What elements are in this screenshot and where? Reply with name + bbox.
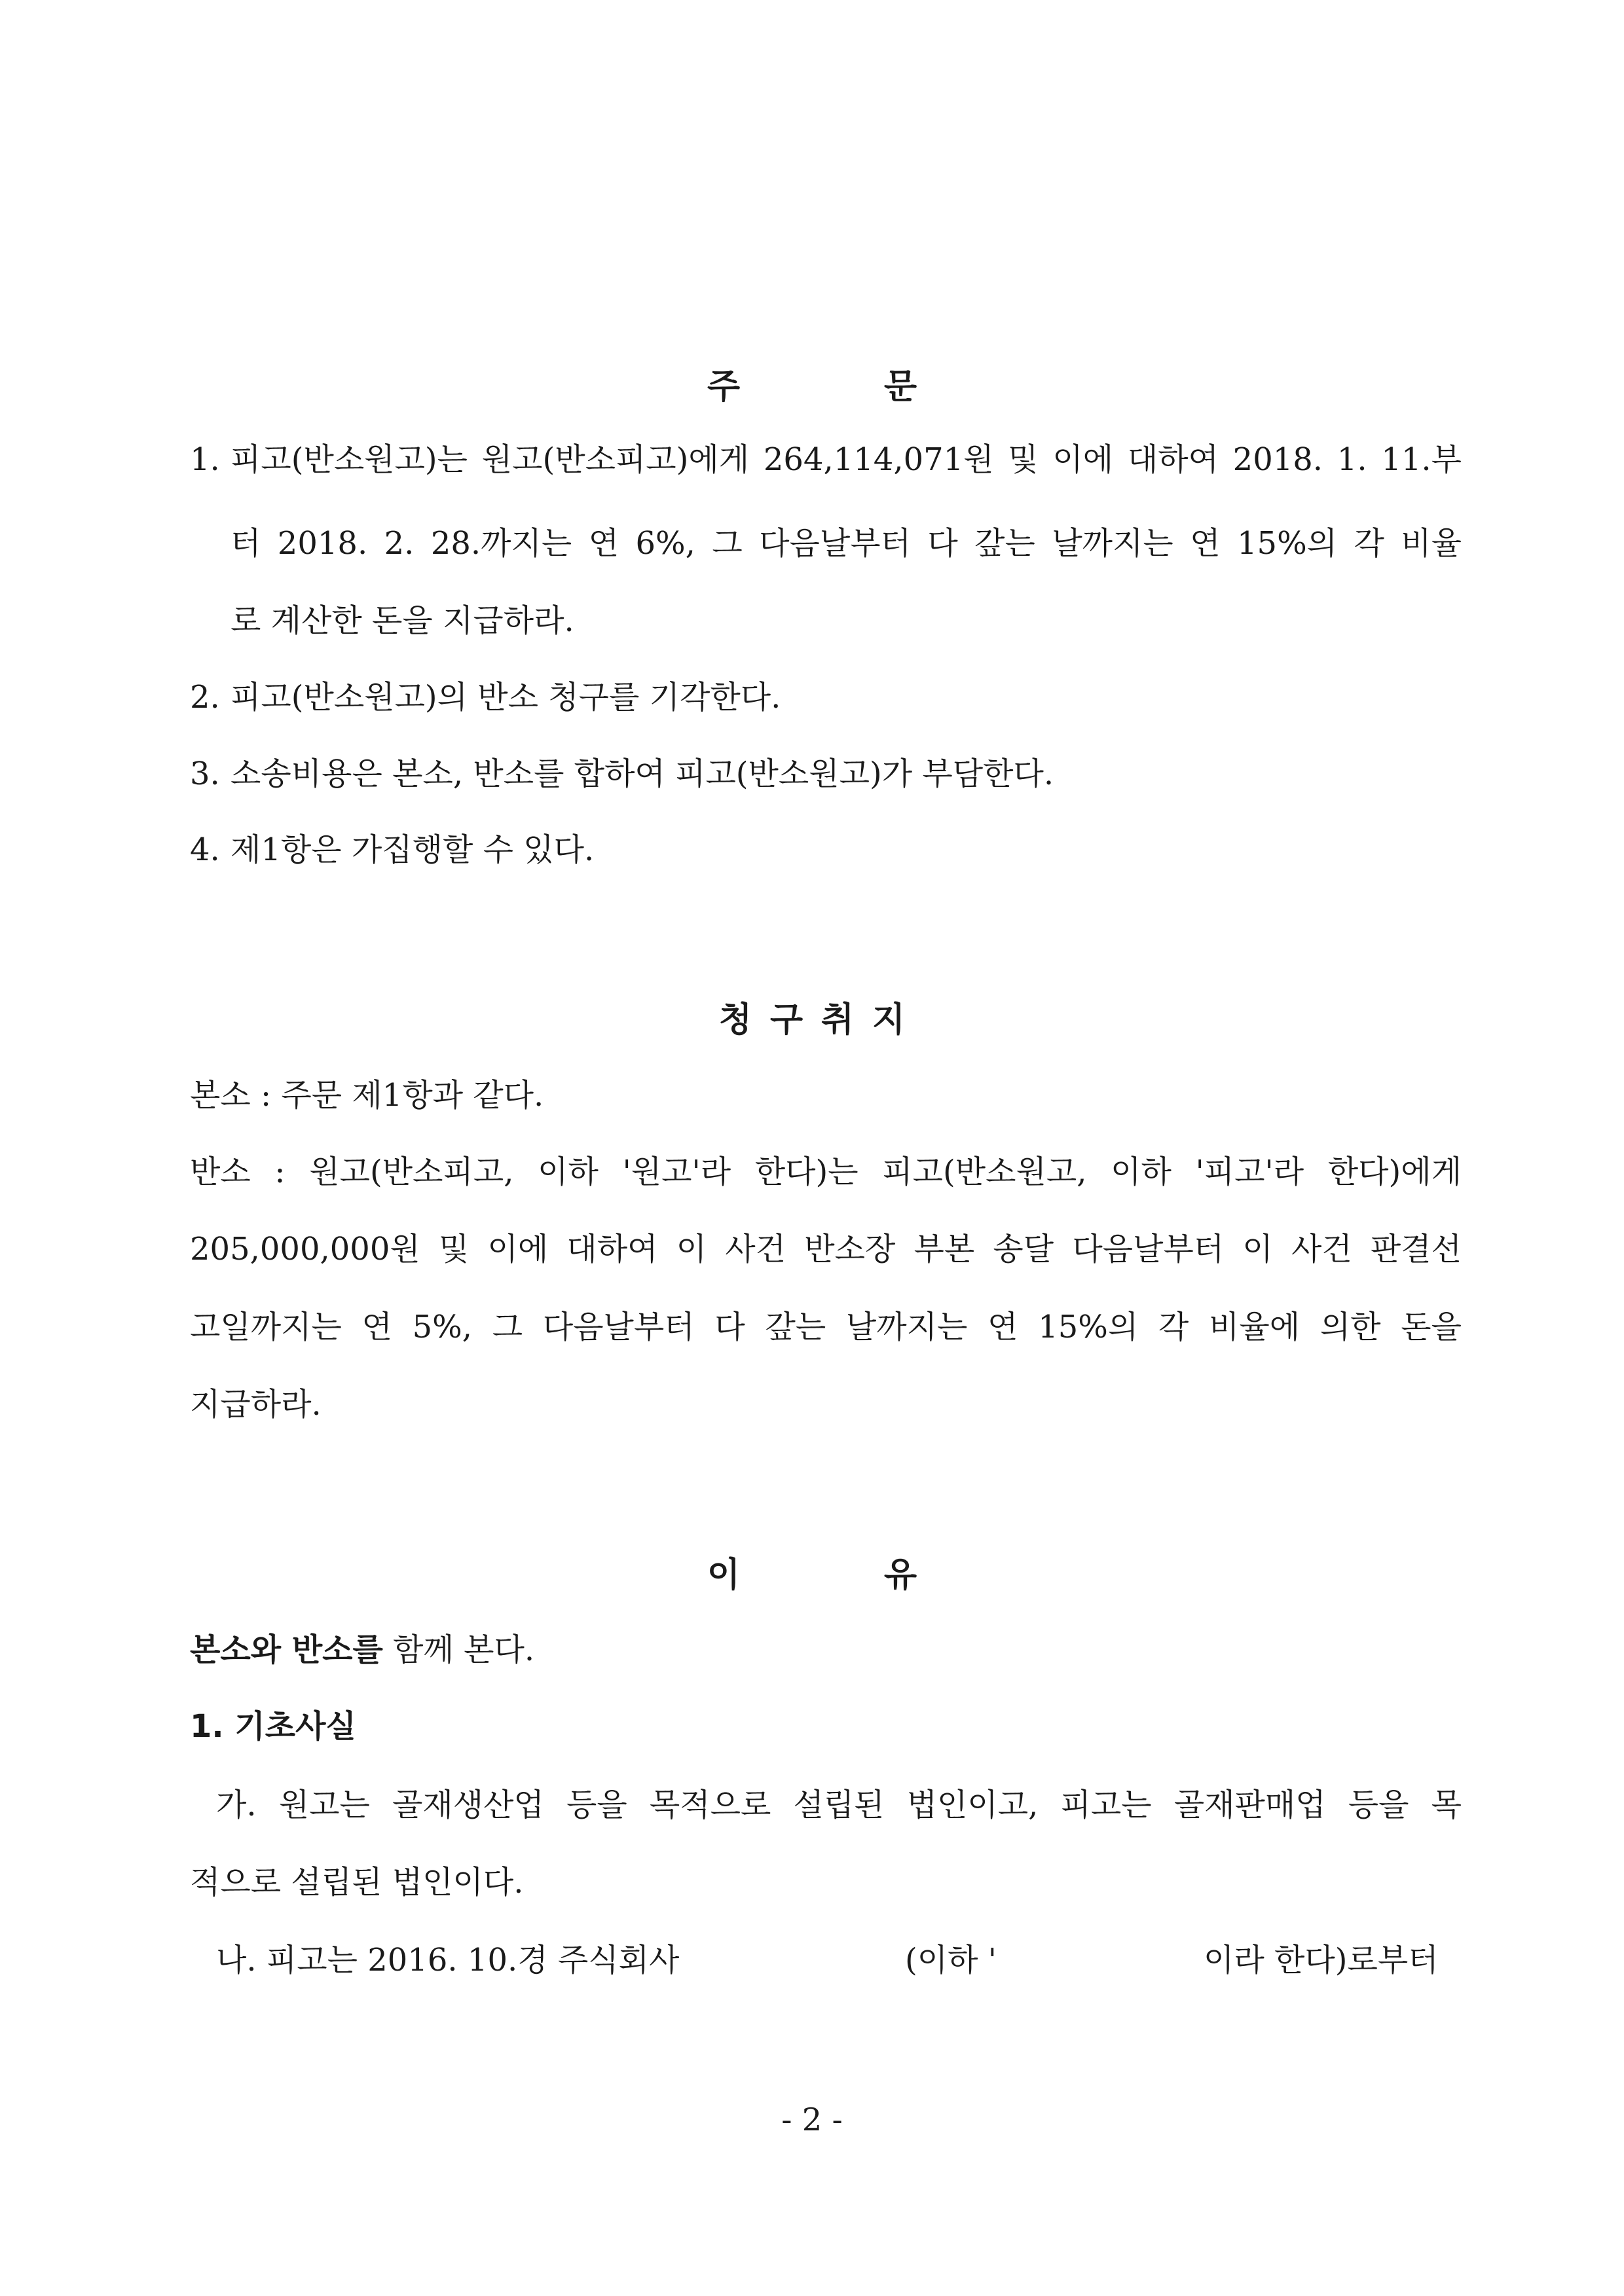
item-1-line-3: 로 계산한 돈을 지급하라. <box>231 602 574 639</box>
item-3-text: 소송비용은 본소, 반소를 합하여 피고(반소원고)가 부담한다. <box>231 756 1054 792</box>
claim-counter-line-1: 반소 : 원고(반소피고, 이하 '원고'라 한다)는 피고(반소원고, 이하 '피고'라 한다)에게 <box>190 1154 1462 1190</box>
heading-char: 문 <box>883 367 917 407</box>
heading-char: 구 <box>769 1000 803 1040</box>
reasons-intro-bold: 본소와 반소를 <box>190 1631 383 1668</box>
claim-counter-line-3: 고일까지는 연 5%, 그 다음날부터 다 갚는 날까지는 연 15%의 각 비율에 의한 돈을 <box>190 1309 1462 1345</box>
heading-char: 지 <box>872 1000 906 1040</box>
item-2-text: 피고(반소원고)의 반소 청구를 기각한다. <box>231 679 781 716</box>
heading-claim <box>0 992 1624 1041</box>
heading-char: 청 <box>718 1000 752 1040</box>
reasons-intro <box>190 1630 534 1669</box>
heading-judgment <box>0 359 1624 408</box>
claim-main: 본소 : 주문 제1항과 같다. <box>190 1077 544 1114</box>
heading-char: 취 <box>821 1000 855 1040</box>
heading-char: 주 <box>707 367 741 407</box>
para-na-part-1: 나. 피고는 2016. 10.경 주식회사 <box>216 1942 680 1978</box>
item-number: 3. <box>190 756 220 792</box>
claim-counter-line-4: 지급하라. <box>190 1386 322 1423</box>
item-number: 4. <box>190 831 220 868</box>
para-ga-line-2: 적으로 설립된 법인이다. <box>190 1864 524 1901</box>
item-1-line-1: 피고(반소원고)는 원고(반소피고)에게 264,114,071원 및 이에 대하여 2018. 1. 11.부 <box>231 441 1462 478</box>
heading-char: 유 <box>883 1556 917 1595</box>
item-4-text: 제1항은 가집행할 수 있다. <box>231 831 595 868</box>
item-number: 2. <box>190 679 220 716</box>
para-na-part-3: 이라 한다)로부터 <box>1204 1942 1439 1978</box>
item-number: 1. <box>190 441 220 478</box>
page-number: - 2 - <box>781 2102 843 2138</box>
item-1-line-2: 터 2018. 2. 28.까지는 연 6%, 그 다음날부터 다 갚는 날까지는 연 15%의 각 비율 <box>231 525 1462 562</box>
heading-reasons <box>0 1547 1624 1596</box>
para-na-part-2: (이하 ' <box>905 1942 997 1978</box>
subsection-title: 1. 기초사실 <box>190 1708 356 1745</box>
heading-char: 이 <box>707 1556 741 1595</box>
reasons-intro-rest: 함께 본다. <box>382 1631 535 1668</box>
para-ga-line-1: 가. 원고는 골재생산업 등을 목적으로 설립된 법인이고, 피고는 골재판매업 등을 목 <box>216 1787 1462 1823</box>
claim-counter-line-2: 205,000,000원 및 이에 대하여 이 사건 반소장 부본 송달 다음날부터 이 사건 판결선 <box>190 1231 1462 1267</box>
